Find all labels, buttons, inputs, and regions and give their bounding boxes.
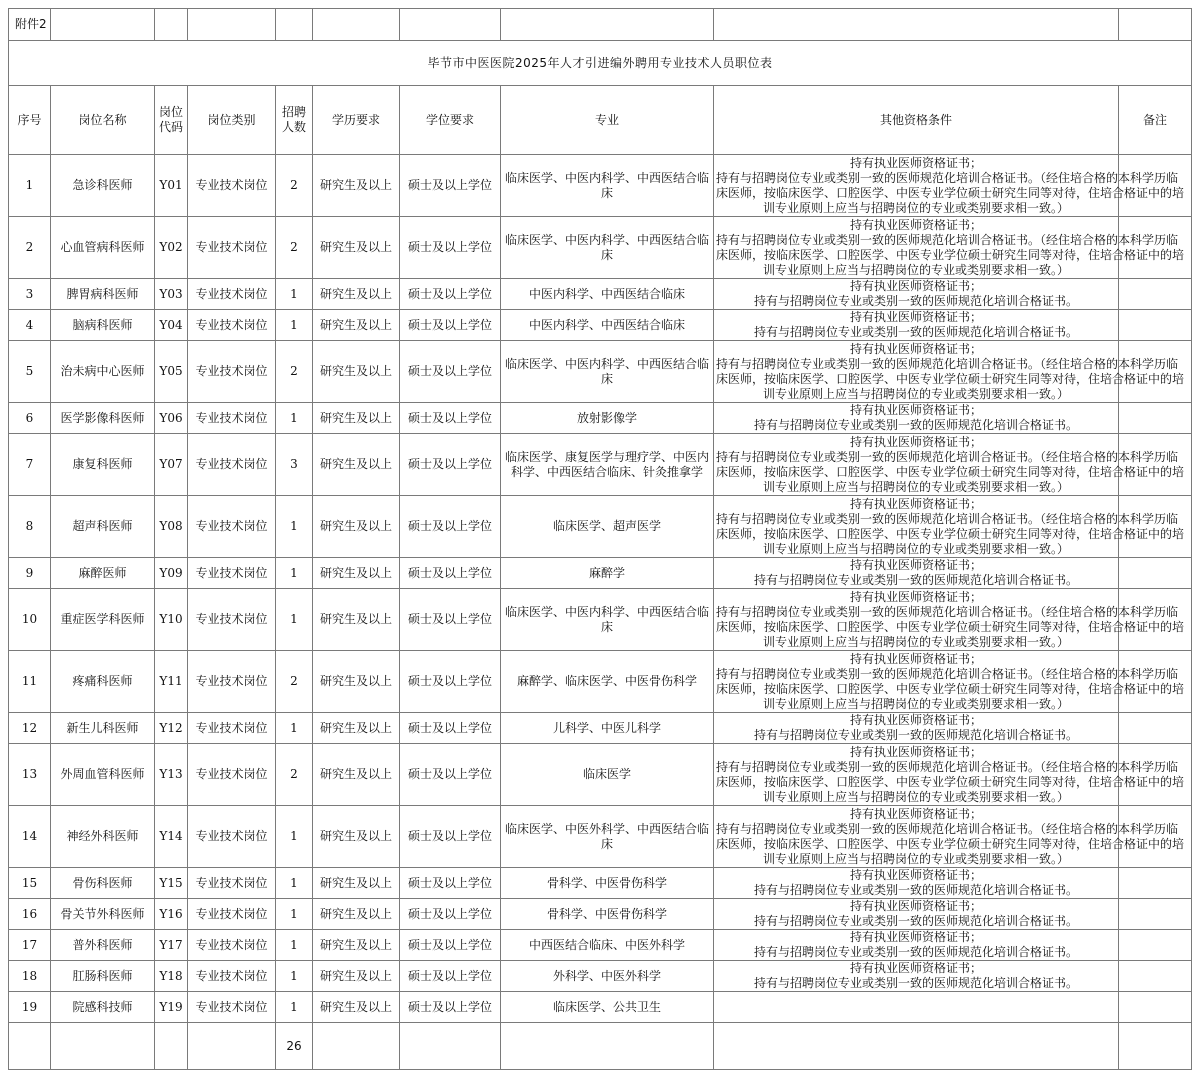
cell-seq: 17 — [9, 930, 51, 961]
table-row — [9, 310, 1192, 341]
cell-post-code: Y04 — [155, 310, 188, 341]
cell-post-type: 专业技术岗位 — [188, 899, 276, 930]
cell-seq: 1 — [9, 155, 51, 217]
table-rows — [9, 155, 1192, 1023]
cell-count: 2 — [276, 217, 313, 279]
cell-conditions — [714, 868, 1119, 899]
cell-post-name: 疼痛科医师 — [51, 651, 155, 713]
cell-education: 研究生及以上 — [313, 899, 400, 930]
cell-degree: 硕士及以上学位 — [400, 992, 501, 1023]
condition-line: 持有与招聘岗位专业或类别一致的医师规范化培训合格证书。（经住培合格的本科学历临 — [716, 232, 1179, 247]
cell-conditions — [714, 403, 1119, 434]
cell-major: 临床医学、中医内科学、中西医结合临床 — [501, 155, 714, 217]
cell-count: 1 — [276, 899, 313, 930]
cell-remark — [1119, 310, 1192, 341]
cell-degree: 硕士及以上学位 — [400, 310, 501, 341]
condition-line: 训专业原则上应当与招聘岗位的专业或类别要求相一致。） — [762, 634, 1069, 649]
cell-post-type: 专业技术岗位 — [188, 434, 276, 496]
cell-major: 临床医学、中医内科学、中西医结合临床 — [501, 341, 714, 403]
cell-major: 中医内科学、中西医结合临床 — [501, 279, 714, 310]
cell-post-code: Y11 — [155, 651, 188, 713]
cell-post-code: Y13 — [155, 744, 188, 806]
condition-line: 持有执业医师资格证书； — [849, 155, 982, 170]
cell-seq: 14 — [9, 806, 51, 868]
cell-education: 研究生及以上 — [313, 558, 400, 589]
cell-degree: 硕士及以上学位 — [400, 651, 501, 713]
cell-post-name: 骨伤科医师 — [51, 868, 155, 899]
table-row — [9, 217, 1192, 279]
cell-post-code: Y09 — [155, 558, 188, 589]
cell-seq: 12 — [9, 713, 51, 744]
condition-line: 持有与招聘岗位专业或类别一致的医师规范化培训合格证书。 — [753, 728, 1078, 742]
cell-post-code: Y18 — [155, 961, 188, 992]
condition-line: 持有与招聘岗位专业或类别一致的医师规范化培训合格证书。（经住培合格的本科学历临 — [716, 356, 1179, 371]
condition-line: 训专业原则上应当与招聘岗位的专业或类别要求相一致。） — [762, 479, 1069, 494]
header-post-type: 岗位类别 — [188, 86, 276, 155]
condition-line: 持有执业医师资格证书； — [849, 961, 982, 975]
cell-conditions — [714, 961, 1119, 992]
cell-conditions — [714, 496, 1185, 558]
cell-seq: 2 — [9, 217, 51, 279]
condition-line: 持有与招聘岗位专业或类别一致的医师规范化培训合格证书。 — [753, 976, 1078, 990]
cell-remark — [1119, 279, 1192, 310]
cell-education: 研究生及以上 — [313, 744, 400, 806]
cell-education: 研究生及以上 — [313, 961, 400, 992]
condition-line: 床医师，按临床医学、口腔医学、中医专业学位硕士研究生同等对待，住培合格证中的培 — [716, 526, 1185, 541]
cell-post-type: 专业技术岗位 — [188, 868, 276, 899]
cell-post-code: Y03 — [155, 279, 188, 310]
table-row — [9, 744, 1192, 806]
cell-post-type: 专业技术岗位 — [188, 310, 276, 341]
condition-line: 床医师，按临床医学、口腔医学、中医专业学位硕士研究生同等对待，住培合格证中的培 — [716, 464, 1185, 479]
cell-seq: 16 — [9, 899, 51, 930]
cell-post-code: Y06 — [155, 403, 188, 434]
cell-count: 2 — [276, 744, 313, 806]
cell-major: 临床医学、中医内科学、中西医结合临床 — [501, 217, 714, 279]
condition-line: 持有与招聘岗位专业或类别一致的医师规范化培训合格证书。 — [753, 573, 1078, 587]
table-row — [9, 496, 1192, 558]
cell-education: 研究生及以上 — [313, 651, 400, 713]
cell-count: 2 — [276, 651, 313, 713]
cell-seq: 15 — [9, 868, 51, 899]
cell-education: 研究生及以上 — [313, 868, 400, 899]
cell-major: 放射影像学 — [501, 403, 714, 434]
cell-post-name: 脾胃病科医师 — [51, 279, 155, 310]
condition-line: 持有执业医师资格证书； — [849, 899, 982, 913]
cell-count: 1 — [276, 930, 313, 961]
cell-degree: 硕士及以上学位 — [400, 217, 501, 279]
condition-line: 持有执业医师资格证书； — [849, 310, 982, 324]
cell-conditions — [714, 558, 1119, 589]
cell-conditions — [714, 341, 1185, 403]
cell-major: 中医内科学、中西医结合临床 — [501, 310, 714, 341]
cell-count: 1 — [276, 806, 313, 868]
cell-post-name: 普外科医师 — [51, 930, 155, 961]
cell-major: 临床医学、中医内科学、中西医结合临床 — [501, 589, 714, 651]
cell-conditions — [714, 899, 1119, 930]
condition-line: 持有与招聘岗位专业或类别一致的医师规范化培训合格证书。（经住培合格的本科学历临 — [716, 449, 1179, 464]
cell-post-type: 专业技术岗位 — [188, 744, 276, 806]
cell-seq: 18 — [9, 961, 51, 992]
header-major: 专业 — [501, 86, 714, 155]
cell-post-type: 专业技术岗位 — [188, 496, 276, 558]
cell-education: 研究生及以上 — [313, 496, 400, 558]
cell-remark — [1119, 868, 1192, 899]
condition-line: 床医师，按临床医学、口腔医学、中医专业学位硕士研究生同等对待，住培合格证中的培 — [716, 619, 1185, 634]
header-other: 其他资格条件 — [714, 86, 1119, 155]
table-row — [9, 403, 1192, 434]
condition-line: 持有与招聘岗位专业或类别一致的医师规范化培训合格证书。 — [753, 883, 1078, 897]
table-row — [9, 961, 1192, 992]
table-row — [9, 899, 1192, 930]
cell-seq: 5 — [9, 341, 51, 403]
cell-post-code: Y14 — [155, 806, 188, 868]
cell-education: 研究生及以上 — [313, 992, 400, 1023]
condition-line: 持有执业医师资格证书； — [849, 279, 982, 293]
cell-post-name: 院感科技师 — [51, 992, 155, 1023]
condition-line: 持有与招聘岗位专业或类别一致的医师规范化培训合格证书。（经住培合格的本科学历临 — [716, 821, 1179, 836]
cell-post-name: 重症医学科医师 — [51, 589, 155, 651]
condition-line: 持有执业医师资格证书； — [849, 806, 982, 821]
table-row — [9, 868, 1192, 899]
cell-post-name: 超声科医师 — [51, 496, 155, 558]
total-count: 26 — [276, 1023, 313, 1070]
cell-degree: 硕士及以上学位 — [400, 806, 501, 868]
cell-education: 研究生及以上 — [313, 310, 400, 341]
condition-line: 训专业原则上应当与招聘岗位的专业或类别要求相一致。） — [762, 789, 1069, 804]
cell-education: 研究生及以上 — [313, 403, 400, 434]
condition-line: 持有执业医师资格证书； — [849, 403, 982, 417]
cell-education: 研究生及以上 — [313, 217, 400, 279]
cell-major: 麻醉学、临床医学、中医骨伤科学 — [501, 651, 714, 713]
header-education: 学历要求 — [313, 86, 400, 155]
cell-post-type: 专业技术岗位 — [188, 155, 276, 217]
condition-line: 持有与招聘岗位专业或类别一致的医师规范化培训合格证书。（经住培合格的本科学历临 — [716, 170, 1179, 185]
cell-post-name: 医学影像科医师 — [51, 403, 155, 434]
total-row — [9, 1023, 1192, 1070]
cell-degree: 硕士及以上学位 — [400, 899, 501, 930]
table-row — [9, 713, 1192, 744]
attachment-row — [9, 9, 1192, 41]
condition-line: 持有执业医师资格证书； — [849, 589, 982, 604]
cell-education: 研究生及以上 — [313, 589, 400, 651]
cell-education: 研究生及以上 — [313, 434, 400, 496]
cell-seq: 8 — [9, 496, 51, 558]
cell-conditions — [714, 310, 1119, 341]
cell-major: 临床医学、中医外科学、中西医结合临床 — [501, 806, 714, 868]
cell-post-name: 外周血管科医师 — [51, 744, 155, 806]
cell-count: 1 — [276, 496, 313, 558]
condition-line: 持有执业医师资格证书； — [849, 713, 982, 727]
condition-line: 持有与招聘岗位专业或类别一致的医师规范化培训合格证书。 — [753, 945, 1078, 959]
cell-remark — [1119, 961, 1192, 992]
condition-line: 持有执业医师资格证书； — [849, 868, 982, 882]
cell-post-type: 专业技术岗位 — [188, 992, 276, 1023]
cell-count: 1 — [276, 558, 313, 589]
cell-degree: 硕士及以上学位 — [400, 279, 501, 310]
cell-post-name: 急诊科医师 — [51, 155, 155, 217]
cell-education: 研究生及以上 — [313, 713, 400, 744]
cell-conditions — [714, 155, 1185, 217]
table-row — [9, 558, 1192, 589]
condition-line: 训专业原则上应当与招聘岗位的专业或类别要求相一致。） — [762, 262, 1069, 277]
header-row — [9, 86, 1192, 155]
condition-line: 持有与招聘岗位专业或类别一致的医师规范化培训合格证书。（经住培合格的本科学历临 — [716, 666, 1179, 681]
cell-count: 2 — [276, 155, 313, 217]
cell-degree: 硕士及以上学位 — [400, 713, 501, 744]
condition-line: 床医师，按临床医学、口腔医学、中医专业学位硕士研究生同等对待，住培合格证中的培 — [716, 185, 1185, 200]
cell-degree: 硕士及以上学位 — [400, 744, 501, 806]
condition-line: 训专业原则上应当与招聘岗位的专业或类别要求相一致。） — [762, 200, 1069, 215]
table-row — [9, 589, 1192, 651]
cell-degree: 硕士及以上学位 — [400, 155, 501, 217]
cell-count: 1 — [276, 713, 313, 744]
cell-count: 3 — [276, 434, 313, 496]
cell-seq: 11 — [9, 651, 51, 713]
cell-major: 临床医学、康复医学与理疗学、中医内科学、中西医结合临床、针灸推拿学 — [501, 434, 714, 496]
cell-post-type: 专业技术岗位 — [188, 217, 276, 279]
cell-conditions — [714, 434, 1185, 496]
cell-major: 临床医学、超声医学 — [501, 496, 714, 558]
header-post-code: 岗位代码 — [155, 86, 188, 155]
table-row — [9, 806, 1192, 868]
cell-conditions — [714, 806, 1185, 868]
cell-post-name: 治未病中心医师 — [51, 341, 155, 403]
cell-major: 临床医学 — [501, 744, 714, 806]
table-row — [9, 155, 1192, 217]
condition-line: 训专业原则上应当与招聘岗位的专业或类别要求相一致。） — [762, 851, 1069, 866]
condition-line: 床医师，按临床医学、口腔医学、中医专业学位硕士研究生同等对待，住培合格证中的培 — [716, 774, 1185, 789]
position-table — [8, 8, 1192, 1070]
cell-remark — [1119, 558, 1192, 589]
cell-post-type: 专业技术岗位 — [188, 589, 276, 651]
cell-degree: 硕士及以上学位 — [400, 558, 501, 589]
cell-seq: 6 — [9, 403, 51, 434]
header-remark: 备注 — [1119, 86, 1192, 155]
cell-count: 1 — [276, 589, 313, 651]
condition-line: 持有执业医师资格证书； — [849, 651, 982, 666]
condition-line: 训专业原则上应当与招聘岗位的专业或类别要求相一致。） — [762, 386, 1069, 401]
cell-major: 儿科学、中医儿科学 — [501, 713, 714, 744]
condition-line: 训专业原则上应当与招聘岗位的专业或类别要求相一致。） — [762, 696, 1069, 711]
header-count: 招聘人数 — [276, 86, 313, 155]
cell-major: 骨科学、中医骨伤科学 — [501, 868, 714, 899]
cell-major: 外科学、中医外科学 — [501, 961, 714, 992]
cell-post-code: Y08 — [155, 496, 188, 558]
cell-major: 麻醉学 — [501, 558, 714, 589]
cell-post-name: 康复科医师 — [51, 434, 155, 496]
condition-line: 持有与招聘岗位专业或类别一致的医师规范化培训合格证书。（经住培合格的本科学历临 — [716, 604, 1179, 619]
condition-line: 持有执业医师资格证书； — [849, 496, 982, 511]
cell-post-type: 专业技术岗位 — [188, 713, 276, 744]
condition-line: 床医师，按临床医学、口腔医学、中医专业学位硕士研究生同等对待，住培合格证中的培 — [716, 371, 1185, 386]
cell-post-code: Y17 — [155, 930, 188, 961]
condition-line: 持有执业医师资格证书； — [849, 434, 982, 449]
cell-remark — [1119, 403, 1192, 434]
cell-remark — [1119, 930, 1192, 961]
cell-post-code: Y19 — [155, 992, 188, 1023]
cell-degree: 硕士及以上学位 — [400, 930, 501, 961]
table-row — [9, 930, 1192, 961]
condition-line: 床医师，按临床医学、口腔医学、中医专业学位硕士研究生同等对待，住培合格证中的培 — [716, 681, 1185, 696]
cell-count: 1 — [276, 310, 313, 341]
cell-seq: 3 — [9, 279, 51, 310]
cell-education: 研究生及以上 — [313, 155, 400, 217]
cell-conditions — [714, 217, 1185, 279]
cell-seq: 9 — [9, 558, 51, 589]
cell-post-name: 脑病科医师 — [51, 310, 155, 341]
cell-degree: 硕士及以上学位 — [400, 403, 501, 434]
cell-conditions — [714, 713, 1119, 744]
cell-seq: 19 — [9, 992, 51, 1023]
table-row — [9, 992, 1192, 1023]
cell-remark — [1119, 899, 1192, 930]
condition-line: 持有与招聘岗位专业或类别一致的医师规范化培训合格证书。 — [753, 294, 1078, 308]
table-row — [9, 279, 1192, 310]
attachment-tag: 附件2 — [9, 9, 51, 41]
condition-line: 持有与招聘岗位专业或类别一致的医师规范化培训合格证书。 — [753, 914, 1078, 928]
cell-post-type: 专业技术岗位 — [188, 558, 276, 589]
cell-count: 1 — [276, 992, 313, 1023]
condition-line: 训专业原则上应当与招聘岗位的专业或类别要求相一致。） — [762, 541, 1069, 556]
cell-conditions — [714, 279, 1119, 310]
header-seq: 序号 — [9, 86, 51, 155]
cell-post-name: 新生儿科医师 — [51, 713, 155, 744]
cell-conditions — [714, 589, 1185, 651]
cell-post-name: 肛肠科医师 — [51, 961, 155, 992]
cell-post-code: Y02 — [155, 217, 188, 279]
cell-degree: 硕士及以上学位 — [400, 589, 501, 651]
cell-major: 骨科学、中医骨伤科学 — [501, 899, 714, 930]
cell-post-code: Y10 — [155, 589, 188, 651]
cell-post-name: 麻醉医师 — [51, 558, 155, 589]
condition-line: 床医师，按临床医学、口腔医学、中医专业学位硕士研究生同等对待，住培合格证中的培 — [716, 247, 1185, 262]
cell-conditions — [714, 930, 1119, 961]
cell-post-type: 专业技术岗位 — [188, 930, 276, 961]
condition-line: 持有执业医师资格证书； — [849, 930, 982, 944]
cell-post-code: Y07 — [155, 434, 188, 496]
cell-post-code: Y01 — [155, 155, 188, 217]
cell-conditions — [714, 651, 1185, 713]
cell-post-name: 神经外科医师 — [51, 806, 155, 868]
cell-post-type: 专业技术岗位 — [188, 279, 276, 310]
cell-count: 1 — [276, 403, 313, 434]
table-row — [9, 434, 1192, 496]
cell-count: 1 — [276, 868, 313, 899]
condition-line: 持有与招聘岗位专业或类别一致的医师规范化培训合格证书。 — [753, 325, 1078, 339]
page-title: 毕节市中医医院2025年人才引进编外聘用专业技术人员职位表 — [9, 41, 1192, 86]
cell-post-name: 骨关节外科医师 — [51, 899, 155, 930]
cell-degree: 硕士及以上学位 — [400, 496, 501, 558]
condition-line: 持有执业医师资格证书； — [849, 341, 982, 356]
cell-post-name: 心血管病科医师 — [51, 217, 155, 279]
cell-major: 临床医学、公共卫生 — [501, 992, 714, 1023]
cell-degree: 硕士及以上学位 — [400, 341, 501, 403]
cell-education: 研究生及以上 — [313, 341, 400, 403]
condition-line: 持有与招聘岗位专业或类别一致的医师规范化培训合格证书。（经住培合格的本科学历临 — [716, 511, 1179, 526]
condition-line: 持有执业医师资格证书； — [849, 558, 982, 572]
cell-count: 2 — [276, 341, 313, 403]
condition-line: 持有与招聘岗位专业或类别一致的医师规范化培训合格证书。（经住培合格的本科学历临 — [716, 759, 1179, 774]
cell-seq: 10 — [9, 589, 51, 651]
cell-count: 1 — [276, 279, 313, 310]
cell-post-code: Y05 — [155, 341, 188, 403]
cell-post-code: Y16 — [155, 899, 188, 930]
cell-post-type: 专业技术岗位 — [188, 651, 276, 713]
cell-seq: 4 — [9, 310, 51, 341]
cell-remark — [1119, 713, 1192, 744]
cell-education: 研究生及以上 — [313, 930, 400, 961]
cell-degree: 硕士及以上学位 — [400, 868, 501, 899]
cell-count: 1 — [276, 961, 313, 992]
cell-major: 中西医结合临床、中医外科学 — [501, 930, 714, 961]
cell-education: 研究生及以上 — [313, 279, 400, 310]
cell-remark — [1119, 992, 1192, 1023]
cell-post-type: 专业技术岗位 — [188, 403, 276, 434]
cell-post-code: Y12 — [155, 713, 188, 744]
cell-seq: 7 — [9, 434, 51, 496]
cell-post-type: 专业技术岗位 — [188, 341, 276, 403]
condition-line: 持有与招聘岗位专业或类别一致的医师规范化培训合格证书。 — [753, 418, 1078, 432]
cell-conditions — [714, 744, 1185, 806]
header-degree: 学位要求 — [400, 86, 501, 155]
condition-line: 持有执业医师资格证书； — [849, 744, 982, 759]
title-row — [9, 41, 1192, 86]
cell-post-type: 专业技术岗位 — [188, 961, 276, 992]
cell-seq: 13 — [9, 744, 51, 806]
condition-line: 床医师，按临床医学、口腔医学、中医专业学位硕士研究生同等对待，住培合格证中的培 — [716, 836, 1185, 851]
table-row — [9, 651, 1192, 713]
cell-degree: 硕士及以上学位 — [400, 434, 501, 496]
cell-conditions — [714, 992, 1119, 1023]
cell-post-code: Y15 — [155, 868, 188, 899]
cell-post-type: 专业技术岗位 — [188, 806, 276, 868]
condition-line: 持有执业医师资格证书； — [849, 217, 982, 232]
cell-degree: 硕士及以上学位 — [400, 961, 501, 992]
table-row — [9, 341, 1192, 403]
cell-education: 研究生及以上 — [313, 806, 400, 868]
header-post-name: 岗位名称 — [51, 86, 155, 155]
